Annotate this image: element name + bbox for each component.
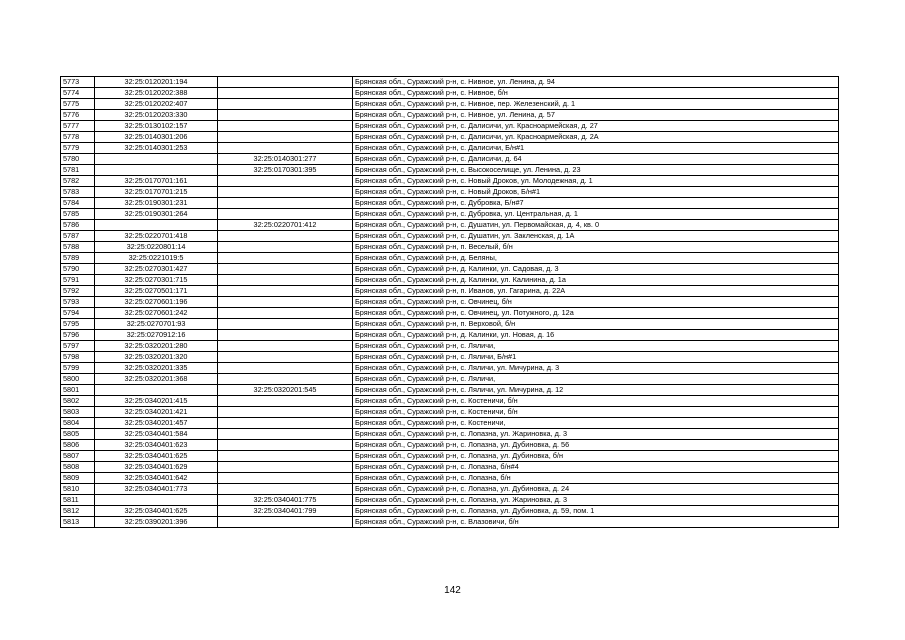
row-number-cell: 5774 bbox=[61, 88, 95, 99]
row-number-cell: 5781 bbox=[61, 165, 95, 176]
row-number-cell: 5775 bbox=[61, 99, 95, 110]
address-cell: Брянская обл., Суражский р-н, с. Новый Дроков, Б/н#1 bbox=[353, 187, 839, 198]
address-cell: Брянская обл., Суражский р-н, с. Нивное, ул. Ленина, д. 94 bbox=[353, 77, 839, 88]
row-number-cell: 5808 bbox=[61, 462, 95, 473]
address-cell: Брянская обл., Суражский р-н, д. Беляны, bbox=[353, 253, 839, 264]
address-cell: Брянская обл., Суражский р-н, с. Нивное, ул. Ленина, д. 57 bbox=[353, 110, 839, 121]
cadastral-number-cell bbox=[95, 165, 218, 176]
row-number-cell: 5796 bbox=[61, 330, 95, 341]
cadastral-number-secondary-cell: 32:25:0340401:799 bbox=[218, 506, 353, 517]
cadastral-number-secondary-cell bbox=[218, 517, 353, 528]
row-number-cell: 5811 bbox=[61, 495, 95, 506]
cadastral-number-cell: 32:25:0320201:335 bbox=[95, 363, 218, 374]
address-cell: Брянская обл., Суражский р-н, с. Нивное, б/н bbox=[353, 88, 839, 99]
table-row bbox=[61, 209, 839, 220]
table-row bbox=[61, 165, 839, 176]
table-row bbox=[61, 506, 839, 517]
cadastral-number-secondary-cell bbox=[218, 209, 353, 220]
address-cell: Брянская обл., Суражский р-н, с. Лопазна, ул. Жариновка, д. 3 bbox=[353, 429, 839, 440]
table-row bbox=[61, 308, 839, 319]
table-row bbox=[61, 484, 839, 495]
row-number-cell: 5787 bbox=[61, 231, 95, 242]
cadastral-number-cell bbox=[95, 385, 218, 396]
address-cell: Брянская обл., Суражский р-н, п. Иванов, ул. Гагарина, д. 22А bbox=[353, 286, 839, 297]
cadastral-number-secondary-cell bbox=[218, 451, 353, 462]
address-cell: Брянская обл., Суражский р-н, с. Овчинец, б/н bbox=[353, 297, 839, 308]
cadastral-number-secondary-cell bbox=[218, 132, 353, 143]
cadastral-number-secondary-cell bbox=[218, 473, 353, 484]
cadastral-number-secondary-cell bbox=[218, 110, 353, 121]
row-number-cell: 5810 bbox=[61, 484, 95, 495]
address-cell: Брянская обл., Суражский р-н, с. Лопазна, ул. Дубиновка, б/н bbox=[353, 451, 839, 462]
table-row bbox=[61, 495, 839, 506]
address-cell: Брянская обл., Суражский р-н, д. Калинки, ул. Калинина, д. 1а bbox=[353, 275, 839, 286]
cadastral-number-secondary-cell bbox=[218, 396, 353, 407]
cadastral-number-cell: 32:25:0340401:642 bbox=[95, 473, 218, 484]
cadastral-number-secondary-cell bbox=[218, 187, 353, 198]
table-row bbox=[61, 451, 839, 462]
cadastral-number-cell: 32:25:0190301:231 bbox=[95, 198, 218, 209]
registry-table-body bbox=[61, 77, 839, 528]
cadastral-number-cell: 32:25:0340401:623 bbox=[95, 440, 218, 451]
cadastral-number-cell: 32:25:0340401:773 bbox=[95, 484, 218, 495]
address-cell: Брянская обл., Суражский р-н, с. Лопазна, б/н#4 bbox=[353, 462, 839, 473]
cadastral-number-cell: 32:25:0220701:418 bbox=[95, 231, 218, 242]
table-row bbox=[61, 341, 839, 352]
cadastral-number-secondary-cell bbox=[218, 330, 353, 341]
cadastral-number-secondary-cell: 32:25:0340401:775 bbox=[218, 495, 353, 506]
cadastral-number-secondary-cell bbox=[218, 308, 353, 319]
cadastral-number-secondary-cell bbox=[218, 121, 353, 132]
row-number-cell: 5799 bbox=[61, 363, 95, 374]
cadastral-number-cell: 32:25:0130102:157 bbox=[95, 121, 218, 132]
cadastral-number-cell: 32:25:0120202:407 bbox=[95, 99, 218, 110]
cadastral-number-secondary-cell bbox=[218, 143, 353, 154]
address-cell: Брянская обл., Суражский р-н, с. Душатин, ул. Закленская, д. 1А bbox=[353, 231, 839, 242]
row-number-cell: 5793 bbox=[61, 297, 95, 308]
cadastral-number-secondary-cell bbox=[218, 374, 353, 385]
row-number-cell: 5782 bbox=[61, 176, 95, 187]
table-row bbox=[61, 374, 839, 385]
address-cell: Брянская обл., Суражский р-н, с. Ляличи, Б/н#1 bbox=[353, 352, 839, 363]
cadastral-number-cell: 32:25:0120202:388 bbox=[95, 88, 218, 99]
cadastral-number-cell: 32:25:0320201:320 bbox=[95, 352, 218, 363]
row-number-cell: 5776 bbox=[61, 110, 95, 121]
address-cell: Брянская обл., Суражский р-н, с. Лопазна, ул. Жариновка, д. 3 bbox=[353, 495, 839, 506]
address-cell: Брянская обл., Суражский р-н, д. Калинки, ул. Садовая, д. 3 bbox=[353, 264, 839, 275]
cadastral-number-cell bbox=[95, 495, 218, 506]
row-number-cell: 5786 bbox=[61, 220, 95, 231]
row-number-cell: 5789 bbox=[61, 253, 95, 264]
table-row bbox=[61, 385, 839, 396]
address-cell: Брянская обл., Суражский р-н, с. Высокоселище, ул. Ленина, д. 23 bbox=[353, 165, 839, 176]
row-number-cell: 5777 bbox=[61, 121, 95, 132]
table-row bbox=[61, 198, 839, 209]
cadastral-number-secondary-cell bbox=[218, 352, 353, 363]
table-row bbox=[61, 264, 839, 275]
cadastral-number-secondary-cell bbox=[218, 176, 353, 187]
cadastral-number-cell: 32:25:0340401:625 bbox=[95, 506, 218, 517]
cadastral-number-cell: 32:25:0320201:280 bbox=[95, 341, 218, 352]
cadastral-number-cell: 32:25:0390201:396 bbox=[95, 517, 218, 528]
cadastral-number-secondary-cell bbox=[218, 440, 353, 451]
cadastral-number-cell: 32:25:0340401:584 bbox=[95, 429, 218, 440]
cadastral-number-cell bbox=[95, 154, 218, 165]
table-row bbox=[61, 132, 839, 143]
cadastral-number-secondary-cell bbox=[218, 286, 353, 297]
cadastral-number-secondary-cell bbox=[218, 407, 353, 418]
address-cell: Брянская обл., Суражский р-н, с. Ляличи, ул. Мичурина, д. 3 bbox=[353, 363, 839, 374]
row-number-cell: 5780 bbox=[61, 154, 95, 165]
table-row bbox=[61, 143, 839, 154]
row-number-cell: 5779 bbox=[61, 143, 95, 154]
cadastral-number-cell: 32:25:0270701:93 bbox=[95, 319, 218, 330]
cadastral-number-secondary-cell bbox=[218, 264, 353, 275]
address-cell: Брянская обл., Суражский р-н, с. Далисичи, ул. Красноармейская, д. 27 bbox=[353, 121, 839, 132]
cadastral-number-cell: 32:25:0270601:196 bbox=[95, 297, 218, 308]
row-number-cell: 5773 bbox=[61, 77, 95, 88]
table-row bbox=[61, 220, 839, 231]
cadastral-number-secondary-cell bbox=[218, 484, 353, 495]
table-row bbox=[61, 253, 839, 264]
address-cell: Брянская обл., Суражский р-н, с. Ляличи, bbox=[353, 341, 839, 352]
row-number-cell: 5791 bbox=[61, 275, 95, 286]
page-number: 142 bbox=[444, 585, 461, 596]
cadastral-number-cell: 32:25:0270501:171 bbox=[95, 286, 218, 297]
address-cell: Брянская обл., Суражский р-н, с. Костеничи, б/н bbox=[353, 396, 839, 407]
table-row bbox=[61, 352, 839, 363]
cadastral-number-secondary-cell: 32:25:0170301:395 bbox=[218, 165, 353, 176]
address-cell: Брянская обл., Суражский р-н, с. Далисичи, ул. Красноармейская, д. 2А bbox=[353, 132, 839, 143]
cadastral-number-cell: 32:25:0270601:242 bbox=[95, 308, 218, 319]
table-row bbox=[61, 396, 839, 407]
table-row bbox=[61, 77, 839, 88]
row-number-cell: 5790 bbox=[61, 264, 95, 275]
table-row bbox=[61, 88, 839, 99]
row-number-cell: 5809 bbox=[61, 473, 95, 484]
cadastral-number-cell: 32:25:0340401:625 bbox=[95, 451, 218, 462]
table-row bbox=[61, 154, 839, 165]
row-number-cell: 5805 bbox=[61, 429, 95, 440]
row-number-cell: 5801 bbox=[61, 385, 95, 396]
cadastral-number-secondary-cell bbox=[218, 77, 353, 88]
cadastral-number-secondary-cell bbox=[218, 198, 353, 209]
cadastral-number-secondary-cell bbox=[218, 429, 353, 440]
address-cell: Брянская обл., Суражский р-н, с. Далисичи, д. 64 bbox=[353, 154, 839, 165]
table-row bbox=[61, 429, 839, 440]
cadastral-number-cell: 32:25:0340201:421 bbox=[95, 407, 218, 418]
cadastral-number-secondary-cell bbox=[218, 341, 353, 352]
table-row bbox=[61, 363, 839, 374]
address-cell: Брянская обл., Суражский р-н, с. Влазовичи, б/н bbox=[353, 517, 839, 528]
registry-table bbox=[60, 76, 839, 528]
cadastral-number-secondary-cell bbox=[218, 418, 353, 429]
row-number-cell: 5794 bbox=[61, 308, 95, 319]
row-number-cell: 5807 bbox=[61, 451, 95, 462]
cadastral-number-cell: 32:25:0190301:264 bbox=[95, 209, 218, 220]
cadastral-number-cell: 32:25:0170701:161 bbox=[95, 176, 218, 187]
row-number-cell: 5812 bbox=[61, 506, 95, 517]
cadastral-number-cell: 32:25:0221019:5 bbox=[95, 253, 218, 264]
row-number-cell: 5813 bbox=[61, 517, 95, 528]
cadastral-number-secondary-cell bbox=[218, 88, 353, 99]
cadastral-number-cell bbox=[95, 220, 218, 231]
address-cell: Брянская обл., Суражский р-н, с. Нивное, пер. Железенский, д. 1 bbox=[353, 99, 839, 110]
table-row bbox=[61, 110, 839, 121]
address-cell: Брянская обл., Суражский р-н, с. Дубровка, ул. Центральная, д. 1 bbox=[353, 209, 839, 220]
cadastral-number-secondary-cell bbox=[218, 462, 353, 473]
address-cell: Брянская обл., Суражский р-н, с. Костеничи, б/н bbox=[353, 407, 839, 418]
row-number-cell: 5795 bbox=[61, 319, 95, 330]
cadastral-number-cell: 32:25:0340201:415 bbox=[95, 396, 218, 407]
cadastral-number-cell: 32:25:0320201:368 bbox=[95, 374, 218, 385]
cadastral-number-secondary-cell bbox=[218, 231, 353, 242]
cadastral-number-cell: 32:25:0340201:457 bbox=[95, 418, 218, 429]
table-row bbox=[61, 517, 839, 528]
row-number-cell: 5806 bbox=[61, 440, 95, 451]
cadastral-number-secondary-cell: 32:25:0220701:412 bbox=[218, 220, 353, 231]
cadastral-number-secondary-cell: 32:25:0140301:277 bbox=[218, 154, 353, 165]
address-cell: Брянская обл., Суражский р-н, с. Лопазна, б/н bbox=[353, 473, 839, 484]
address-cell: Брянская обл., Суражский р-н, с. Новый Дроков, ул. Молодежная, д. 1 bbox=[353, 176, 839, 187]
row-number-cell: 5783 bbox=[61, 187, 95, 198]
cadastral-number-secondary-cell bbox=[218, 253, 353, 264]
table-row bbox=[61, 242, 839, 253]
row-number-cell: 5792 bbox=[61, 286, 95, 297]
row-number-cell: 5784 bbox=[61, 198, 95, 209]
address-cell: Брянская обл., Суражский р-н, с. Костеничи, bbox=[353, 418, 839, 429]
table-row bbox=[61, 473, 839, 484]
row-number-cell: 5778 bbox=[61, 132, 95, 143]
table-row bbox=[61, 187, 839, 198]
cadastral-number-secondary-cell bbox=[218, 319, 353, 330]
row-number-cell: 5785 bbox=[61, 209, 95, 220]
table-row bbox=[61, 407, 839, 418]
cadastral-number-cell: 32:25:0120201:194 bbox=[95, 77, 218, 88]
cadastral-number-secondary-cell bbox=[218, 297, 353, 308]
address-cell: Брянская обл., Суражский р-н, д. Калинки, ул. Новая, д. 16 bbox=[353, 330, 839, 341]
cadastral-number-cell: 32:25:0140301:206 bbox=[95, 132, 218, 143]
table-row bbox=[61, 275, 839, 286]
cadastral-number-secondary-cell: 32:25:0320201:545 bbox=[218, 385, 353, 396]
address-cell: Брянская обл., Суражский р-н, с. Душатин, ул. Первомайская, д. 4, кв. 0 bbox=[353, 220, 839, 231]
table-row bbox=[61, 330, 839, 341]
table-row bbox=[61, 99, 839, 110]
address-cell: Брянская обл., Суражский р-н, п. Верховой, б/н bbox=[353, 319, 839, 330]
cadastral-number-cell: 32:25:0140301:253 bbox=[95, 143, 218, 154]
table-row bbox=[61, 297, 839, 308]
cadastral-number-secondary-cell bbox=[218, 275, 353, 286]
row-number-cell: 5798 bbox=[61, 352, 95, 363]
cadastral-number-cell: 32:25:0340401:629 bbox=[95, 462, 218, 473]
row-number-cell: 5802 bbox=[61, 396, 95, 407]
table-row bbox=[61, 440, 839, 451]
address-cell: Брянская обл., Суражский р-н, п. Веселый, б/н bbox=[353, 242, 839, 253]
address-cell: Брянская обл., Суражский р-н, с. Ляличи, bbox=[353, 374, 839, 385]
row-number-cell: 5804 bbox=[61, 418, 95, 429]
cadastral-number-secondary-cell bbox=[218, 363, 353, 374]
address-cell: Брянская обл., Суражский р-н, с. Далисичи, Б/н#1 bbox=[353, 143, 839, 154]
cadastral-number-cell: 32:25:0220801:14 bbox=[95, 242, 218, 253]
address-cell: Брянская обл., Суражский р-н, с. Лопазна, ул. Дубиновка, д. 59, пом. 1 bbox=[353, 506, 839, 517]
address-cell: Брянская обл., Суражский р-н, с. Дубровка, Б/н#7 bbox=[353, 198, 839, 209]
row-number-cell: 5803 bbox=[61, 407, 95, 418]
address-cell: Брянская обл., Суражский р-н, с. Овчинец, ул. Потужного, д. 12а bbox=[353, 308, 839, 319]
cadastral-number-cell: 32:25:0270301:427 bbox=[95, 264, 218, 275]
address-cell: Брянская обл., Суражский р-н, с. Лопазна, ул. Дубиновка, д. 56 bbox=[353, 440, 839, 451]
table-row bbox=[61, 176, 839, 187]
table-row bbox=[61, 319, 839, 330]
cadastral-number-cell: 32:25:0170701:215 bbox=[95, 187, 218, 198]
cadastral-number-cell: 32:25:0270301:715 bbox=[95, 275, 218, 286]
address-cell: Брянская обл., Суражский р-н, с. Ляличи, ул. Мичурина, д. 12 bbox=[353, 385, 839, 396]
table-row bbox=[61, 418, 839, 429]
row-number-cell: 5797 bbox=[61, 341, 95, 352]
cadastral-number-cell: 32:25:0120203:330 bbox=[95, 110, 218, 121]
table-row bbox=[61, 462, 839, 473]
address-cell: Брянская обл., Суражский р-н, с. Лопазна, ул. Дубиновка, д. 24 bbox=[353, 484, 839, 495]
row-number-cell: 5800 bbox=[61, 374, 95, 385]
cadastral-number-secondary-cell bbox=[218, 99, 353, 110]
table-row bbox=[61, 231, 839, 242]
cadastral-number-cell: 32:25:0270912:16 bbox=[95, 330, 218, 341]
cadastral-number-secondary-cell bbox=[218, 242, 353, 253]
table-row bbox=[61, 286, 839, 297]
row-number-cell: 5788 bbox=[61, 242, 95, 253]
table-row bbox=[61, 121, 839, 132]
